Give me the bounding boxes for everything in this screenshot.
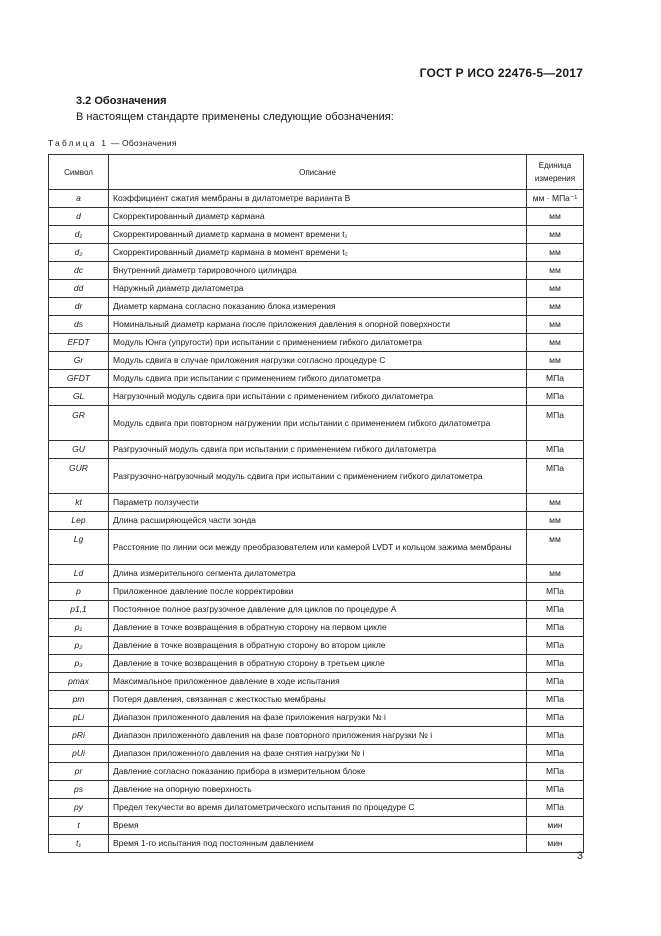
- row-description: Скорректированный диаметр кармана в момент времени t₁: [109, 226, 527, 244]
- page-number: 3: [576, 850, 583, 862]
- row-symbol: Ld: [49, 565, 109, 583]
- row-symbol: d₂: [49, 244, 109, 262]
- symbols-table: [48, 154, 584, 853]
- row-symbol: d: [49, 208, 109, 226]
- row-description: Максимальное приложенное давление в ходе испытания: [109, 673, 527, 691]
- table-body: [49, 190, 584, 853]
- table-row: [49, 406, 584, 441]
- table-row: [49, 709, 584, 727]
- table-caption-text: — Обозначения: [108, 138, 177, 148]
- row-description: Расстояние по линии оси между преобразователем или камерой LVDT и кольцом зажима мембраны: [109, 530, 527, 565]
- row-unit: МПа: [527, 673, 584, 691]
- row-description: Модуль сдвига при испытании с применением гибкого дилатометра: [109, 370, 527, 388]
- table-row: [49, 817, 584, 835]
- row-description: Нагрузочный модуль сдвига при испытании с применением гибкого дилатометра: [109, 388, 527, 406]
- row-symbol: t₁: [49, 835, 109, 853]
- row-unit: МПа: [527, 781, 584, 799]
- row-unit: МПа: [527, 459, 584, 494]
- row-unit: мин: [527, 817, 584, 835]
- row-symbol: p: [49, 583, 109, 601]
- row-unit: мм: [527, 316, 584, 334]
- row-description: Наружный диаметр дилатометра: [109, 280, 527, 298]
- row-symbol: GUR: [49, 459, 109, 494]
- row-description: Давление в точке возвращения в обратную сторону в третьем цикле: [109, 655, 527, 673]
- table-row: [49, 512, 584, 530]
- row-symbol: Lg: [49, 530, 109, 565]
- row-description: Диапазон приложенного давления на фазе приложения нагрузки № i: [109, 709, 527, 727]
- row-symbol: a: [49, 190, 109, 208]
- row-symbol: pUi: [49, 745, 109, 763]
- table-row: [49, 190, 584, 208]
- row-symbol: pm: [49, 691, 109, 709]
- row-description: Скорректированный диаметр кармана в момент времени t₂: [109, 244, 527, 262]
- table-row: [49, 601, 584, 619]
- table-row: [49, 226, 584, 244]
- row-description: Потеря давления, связанная с жесткостью мембраны: [109, 691, 527, 709]
- row-description: Диаметр кармана согласно показанию блока измерения: [109, 298, 527, 316]
- row-description: Диапазон приложенного давления на фазе снятия нагрузки № i: [109, 745, 527, 763]
- row-symbol: pr: [49, 763, 109, 781]
- row-description: Внутренний диаметр тарировочного цилиндра: [109, 262, 527, 280]
- row-unit: МПа: [527, 441, 584, 459]
- header-symbol: Символ: [49, 155, 109, 190]
- row-unit: МПа: [527, 709, 584, 727]
- row-description: Модуль Юнга (упругости) при испытании с применением гибкого дилатометра: [109, 334, 527, 352]
- row-description: Параметр ползучести: [109, 494, 527, 512]
- table-row: [49, 316, 584, 334]
- row-symbol: dd: [49, 280, 109, 298]
- table-row: [49, 727, 584, 745]
- row-unit: мм: [527, 565, 584, 583]
- row-unit: мм: [527, 226, 584, 244]
- row-description: Время: [109, 817, 527, 835]
- row-symbol: pmax: [49, 673, 109, 691]
- table-row: [49, 441, 584, 459]
- row-symbol: ds: [49, 316, 109, 334]
- table-row: [49, 388, 584, 406]
- row-symbol: pLi: [49, 709, 109, 727]
- row-description: Модуль сдвига при повторном нагружении при испытании с применением гибкого дилатометра: [109, 406, 527, 441]
- row-description: Время 1-го испытания под постоянным давлением: [109, 835, 527, 853]
- table-row: [49, 637, 584, 655]
- row-description: Давление в точке возвращения в обратную сторону на первом цикле: [109, 619, 527, 637]
- row-description: Коэффициент сжатия мембраны в дилатометре варианта B: [109, 190, 527, 208]
- row-unit: МПа: [527, 637, 584, 655]
- table-row: [49, 208, 584, 226]
- section-intro: В настоящем стандарте применены следующие обозначения:: [76, 111, 394, 123]
- row-description: Длина расширяющейся части зонда: [109, 512, 527, 530]
- table-row: [49, 334, 584, 352]
- row-description: Модуль сдвига в случае приложения нагрузки согласно процедуре C: [109, 352, 527, 370]
- row-unit: МПа: [527, 727, 584, 745]
- row-description: Постоянное полное разгрузочное давление для циклов по процедуре А: [109, 601, 527, 619]
- header-description: Описание: [109, 155, 527, 190]
- row-description: Разгрузочно-нагрузочный модуль сдвига при испытании с применением гибкого дилатометра: [109, 459, 527, 494]
- row-unit: МПа: [527, 655, 584, 673]
- row-symbol: ps: [49, 781, 109, 799]
- table-header-row: [49, 155, 584, 190]
- row-description: Давление на опорную поверхность: [109, 781, 527, 799]
- row-unit: МПа: [527, 406, 584, 441]
- row-unit: МПа: [527, 601, 584, 619]
- table-row: [49, 565, 584, 583]
- row-unit: мм: [527, 280, 584, 298]
- table-row: [49, 691, 584, 709]
- table-row: [49, 530, 584, 565]
- row-symbol: Lep: [49, 512, 109, 530]
- row-unit: мм: [527, 244, 584, 262]
- row-symbol: GL: [49, 388, 109, 406]
- table-row: [49, 370, 584, 388]
- table-row: [49, 781, 584, 799]
- row-unit: МПа: [527, 763, 584, 781]
- row-unit: мм: [527, 262, 584, 280]
- row-symbol: py: [49, 799, 109, 817]
- row-description: Длина измерительного сегмента дилатометра: [109, 565, 527, 583]
- table-row: [49, 619, 584, 637]
- row-unit: мин: [527, 835, 584, 853]
- table-row: [49, 298, 584, 316]
- row-unit: мм: [527, 530, 584, 565]
- row-symbol: GR: [49, 406, 109, 441]
- row-description: Номинальный диаметр кармана после приложения давления к опорной поверхности: [109, 316, 527, 334]
- row-symbol: pRi: [49, 727, 109, 745]
- table-row: [49, 655, 584, 673]
- row-unit: мм: [527, 512, 584, 530]
- row-unit: МПа: [527, 691, 584, 709]
- table-caption: [48, 138, 177, 148]
- table-row: [49, 799, 584, 817]
- row-description: Давление в точке возвращения в обратную сторону во втором цикле: [109, 637, 527, 655]
- table-row: [49, 763, 584, 781]
- row-description: Давление согласно показанию прибора в измерительном блоке: [109, 763, 527, 781]
- row-symbol: Gr: [49, 352, 109, 370]
- row-symbol: p₁: [49, 619, 109, 637]
- row-unit: мм · МПа⁻¹: [527, 190, 584, 208]
- row-symbol: dr: [49, 298, 109, 316]
- row-symbol: GFDT: [49, 370, 109, 388]
- row-description: Приложенное давление после корректировки: [109, 583, 527, 601]
- table-row: [49, 835, 584, 853]
- row-unit: МПа: [527, 370, 584, 388]
- table-row: [49, 583, 584, 601]
- table-row: [49, 280, 584, 298]
- row-symbol: p₂: [49, 637, 109, 655]
- table-row: [49, 352, 584, 370]
- table-row: [49, 673, 584, 691]
- row-unit: мм: [527, 208, 584, 226]
- row-unit: МПа: [527, 619, 584, 637]
- row-symbol: GU: [49, 441, 109, 459]
- row-symbol: d₁: [49, 226, 109, 244]
- table-row: [49, 745, 584, 763]
- row-unit: МПа: [527, 388, 584, 406]
- row-unit: МПа: [527, 799, 584, 817]
- row-unit: мм: [527, 298, 584, 316]
- row-unit: мм: [527, 352, 584, 370]
- row-description: Предел текучести во время дилатометрического испытания по процедуре C: [109, 799, 527, 817]
- row-description: Диапазон приложенного давления на фазе повторного приложения нагрузки № i: [109, 727, 527, 745]
- table-caption-label: Таблица 1: [48, 138, 109, 148]
- row-description: Скорректированный диаметр кармана: [109, 208, 527, 226]
- row-symbol: EFDT: [49, 334, 109, 352]
- row-symbol: kt: [49, 494, 109, 512]
- row-symbol: p1,1: [49, 601, 109, 619]
- header-unit: Единица измерения: [527, 155, 584, 190]
- row-description: Разгрузочный модуль сдвига при испытании с применением гибкого дилатометра: [109, 441, 527, 459]
- section-title: 3.2 Обозначения: [76, 95, 167, 107]
- table-row: [49, 494, 584, 512]
- row-symbol: p₃: [49, 655, 109, 673]
- row-symbol: dc: [49, 262, 109, 280]
- table-row: [49, 244, 584, 262]
- table-row: [49, 459, 584, 494]
- row-unit: МПа: [527, 583, 584, 601]
- document-code: ГОСТ Р ИСО 22476-5—2017: [419, 66, 583, 80]
- row-unit: мм: [527, 494, 584, 512]
- row-symbol: t: [49, 817, 109, 835]
- table-row: [49, 262, 584, 280]
- row-unit: мм: [527, 334, 584, 352]
- row-unit: МПа: [527, 745, 584, 763]
